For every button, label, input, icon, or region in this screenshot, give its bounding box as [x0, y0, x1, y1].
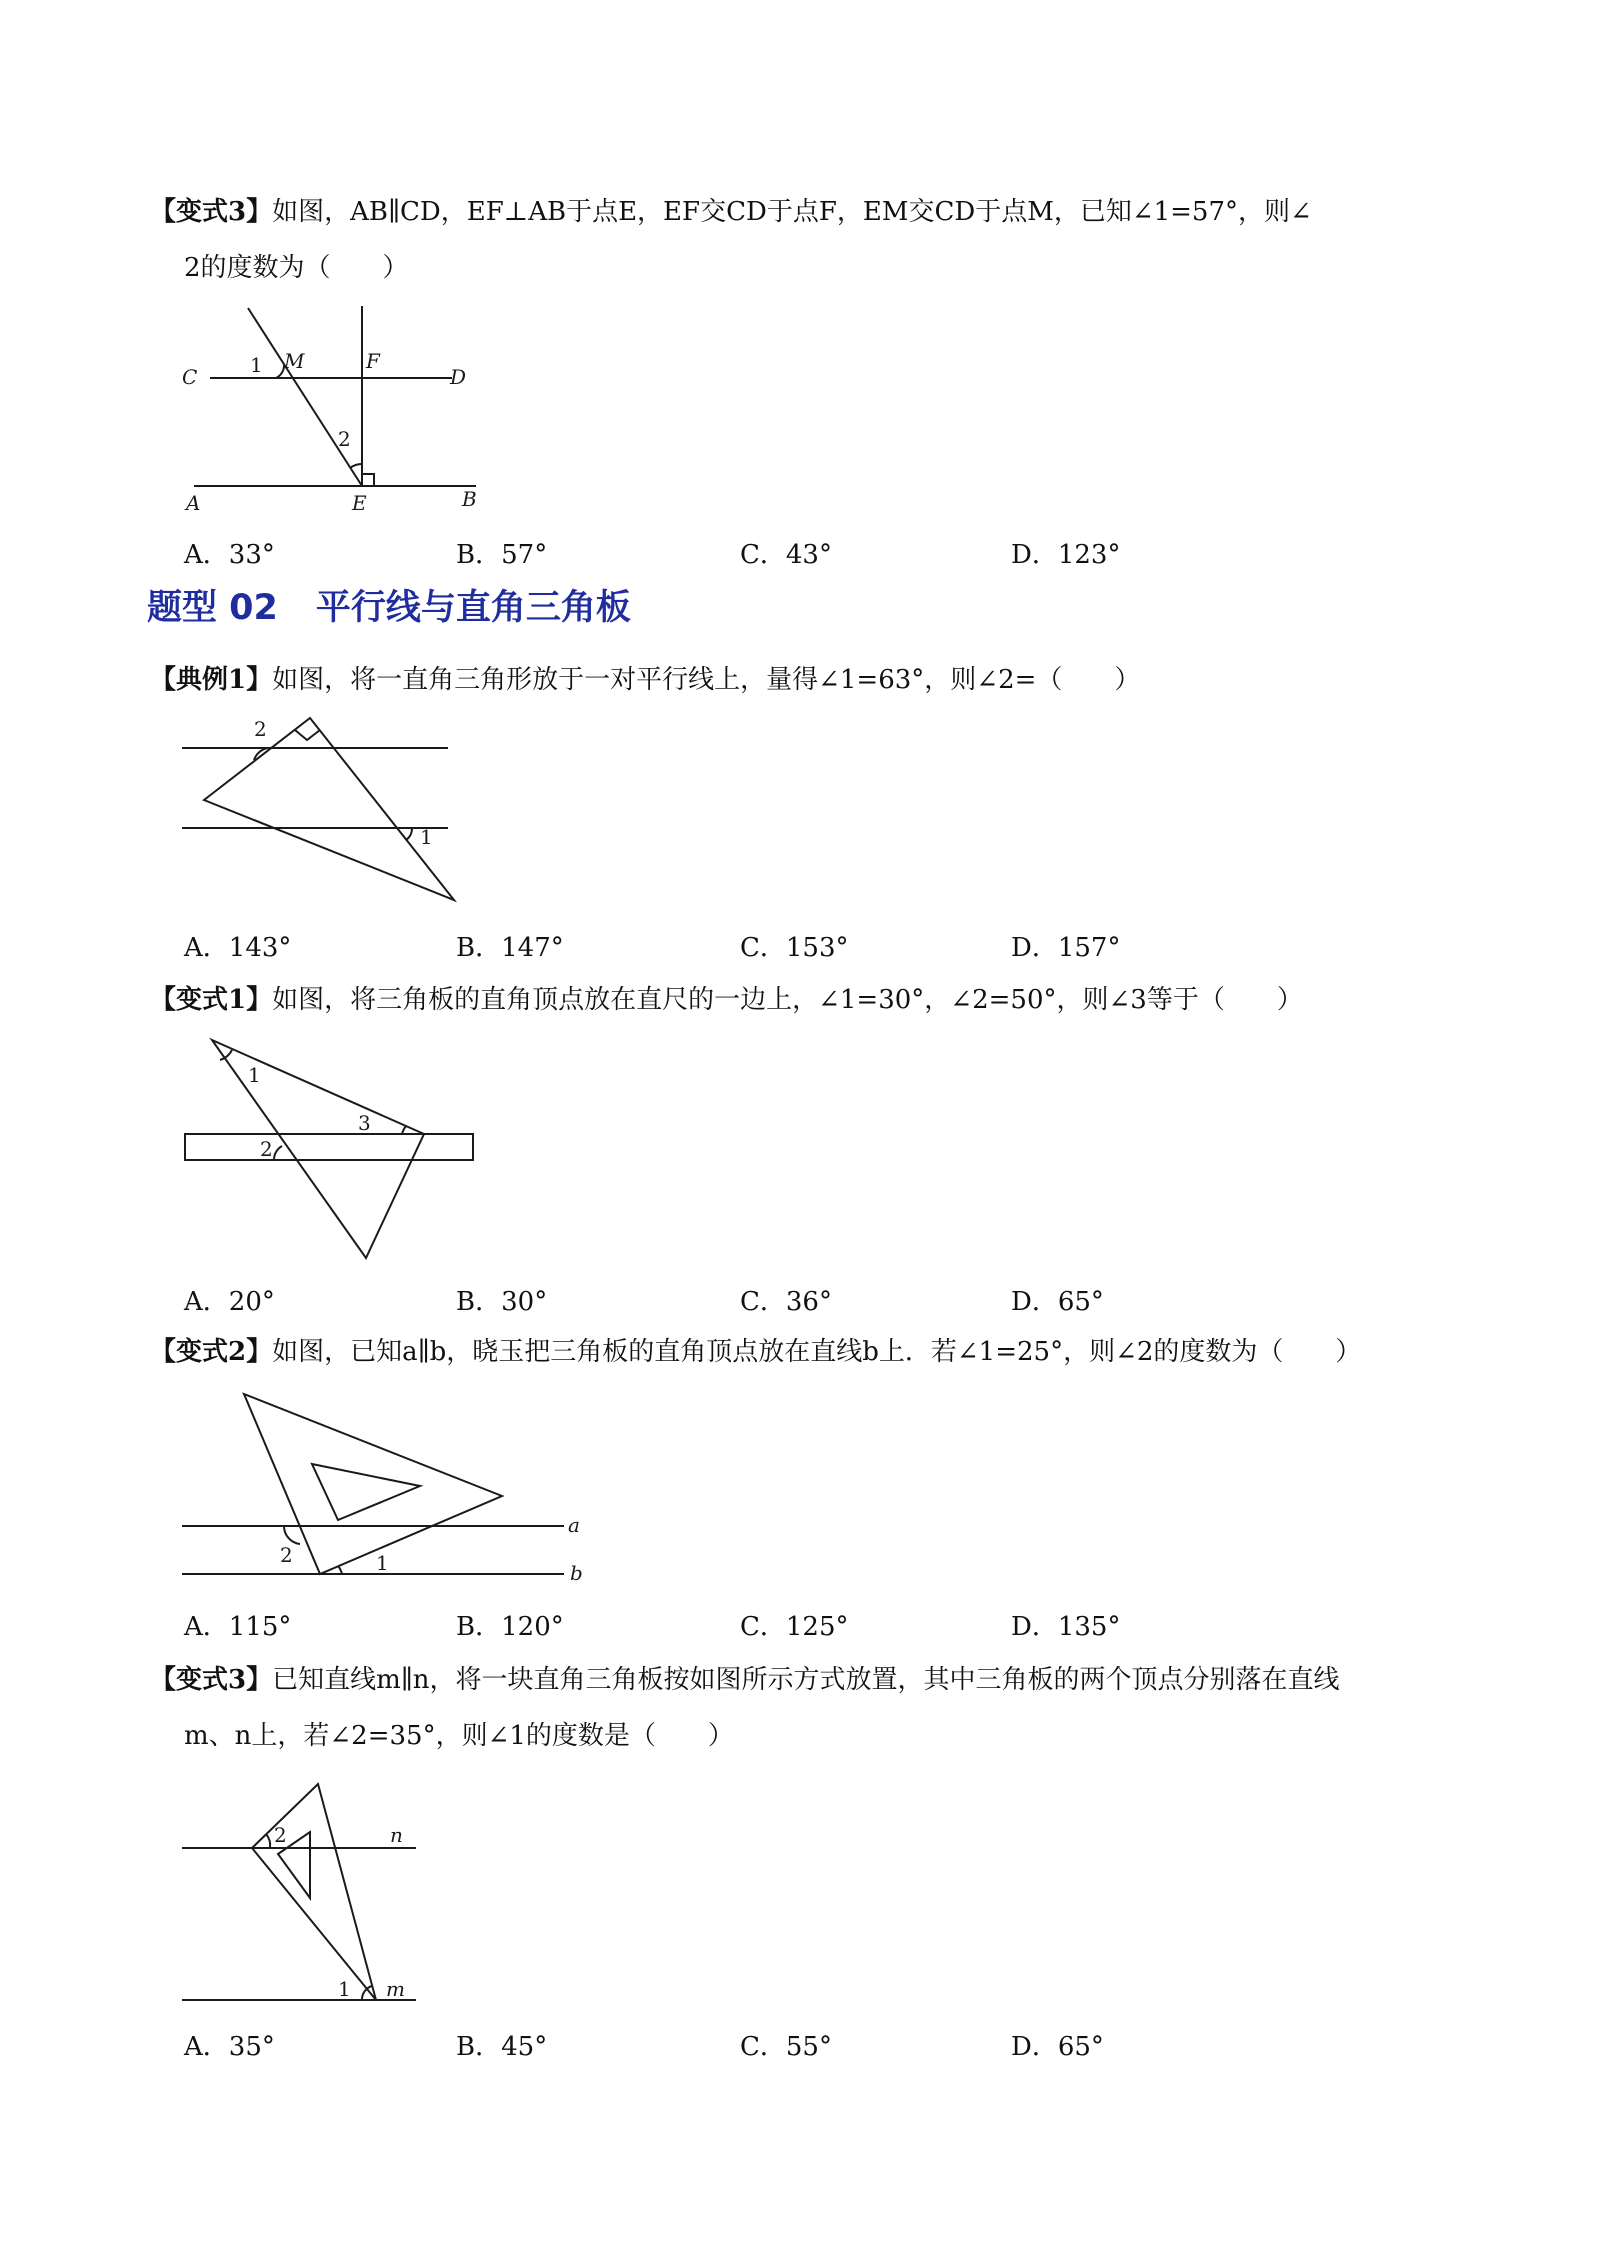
option-d[interactable]: D．65° [1011, 1287, 1104, 1317]
question-1-line1: 如图，AB∥CD，EF⊥AB于点E，EF交CD于点F，EM交CD于点M，已知∠1=57°，则∠ [272, 197, 1312, 227]
question-5 [150, 1652, 1480, 1764]
option-c[interactable]: C．36° [740, 1287, 832, 1317]
label-angle-1: 1 [338, 1977, 351, 2001]
label-a: a [568, 1513, 580, 1537]
figure-3 [180, 1030, 480, 1260]
question-4-text: 如图，已知a∥b，晓玉把三角板的直角顶点放在直线b上．若∠1=25°，则∠2的度数为（ ） [272, 1337, 1362, 1367]
label-b: B [462, 487, 477, 511]
line-em [248, 308, 362, 486]
option-a[interactable]: A．33° [184, 540, 275, 570]
label-m: m [386, 1977, 405, 2001]
triangle-plate [212, 1040, 424, 1258]
angle-1-arc [406, 828, 412, 840]
question-1 [150, 184, 1480, 296]
option-c[interactable]: C．153° [740, 933, 849, 963]
question-3-text: 如图，将三角板的直角顶点放在直尺的一边上，∠1=30°，∠2=50°，则∠3等于（ ） [272, 985, 1303, 1015]
triangle-plate-inner [312, 1464, 420, 1520]
label-angle-2: 2 [338, 427, 351, 451]
option-b[interactable]: B．120° [456, 1612, 564, 1642]
label-angle-1: 1 [376, 1551, 389, 1575]
option-c[interactable]: C．43° [740, 540, 832, 570]
option-c[interactable]: C．55° [740, 2032, 832, 2062]
question-4-options [184, 1606, 1284, 1646]
angle-2-arc [274, 1146, 282, 1160]
angle-2-arc [254, 748, 268, 760]
angle-1-arc [338, 1566, 342, 1574]
question-5-line2: m、n上，若∠2=35°，则∠1的度数是（ ） [184, 1721, 734, 1751]
question-5-tag: 【变式3】 [150, 1665, 273, 1695]
label-d: D [450, 365, 467, 389]
question-4-tag: 【变式2】 [150, 1337, 273, 1367]
label-a: A [186, 491, 201, 515]
question-5-line1: 已知直线m∥n，将一块直角三角板按如图所示方式放置，其中三角板的两个顶点分别落在直线 [272, 1665, 1340, 1695]
section-title: 平行线与直角三角板 [315, 588, 631, 628]
option-c[interactable]: C．125° [740, 1612, 849, 1642]
label-b: b [570, 1561, 583, 1585]
question-2 [150, 652, 1480, 708]
label-angle-2: 2 [280, 1543, 293, 1567]
question-3-options [184, 1281, 1284, 1321]
label-angle-3: 3 [358, 1111, 371, 1135]
option-b[interactable]: B．57° [456, 540, 548, 570]
question-2-text: 如图，将一直角三角形放于一对平行线上，量得∠1=63°，则∠2=（ ） [272, 665, 1141, 695]
question-1-line2: 2的度数为（ ） [184, 253, 409, 283]
label-angle-2: 2 [274, 1823, 287, 1847]
option-a[interactable]: A．20° [184, 1287, 275, 1317]
question-1-options [184, 534, 1284, 574]
label-c: C [182, 365, 198, 389]
question-2-options [184, 927, 1284, 967]
question-4 [150, 1324, 1480, 1380]
label-angle-2: 2 [260, 1137, 273, 1161]
option-b[interactable]: B．45° [456, 2032, 548, 2062]
figure-2 [180, 710, 460, 910]
figure-5 [180, 1770, 440, 2010]
label-angle-1: 1 [420, 825, 433, 849]
option-b[interactable]: B．30° [456, 1287, 548, 1317]
label-e: E [352, 491, 367, 515]
option-a[interactable]: A．35° [184, 2032, 275, 2062]
label-f: F [366, 349, 380, 373]
option-a[interactable]: A．143° [184, 933, 292, 963]
ruler [185, 1134, 473, 1160]
angle-2-arc [284, 1526, 300, 1544]
option-a[interactable]: A．115° [184, 1612, 292, 1642]
option-d[interactable]: D．65° [1011, 2032, 1104, 2062]
option-d[interactable]: D．123° [1011, 540, 1121, 570]
label-angle-2: 2 [254, 717, 267, 741]
option-b[interactable]: B．147° [456, 933, 564, 963]
label-m: M [284, 349, 305, 373]
option-d[interactable]: D．135° [1011, 1612, 1121, 1642]
question-3-tag: 【变式1】 [150, 985, 273, 1015]
label-angle-1: 1 [250, 353, 263, 377]
angle-2-arc [266, 1834, 270, 1848]
section-number: 题型 02 [147, 588, 278, 628]
triangle-plate-outer [252, 1784, 376, 2000]
question-2-tag: 【典例1】 [150, 665, 273, 695]
question-5-options [184, 2026, 1284, 2066]
section-heading [147, 580, 631, 630]
figure-4 [180, 1380, 600, 1590]
figure-1 [180, 300, 500, 520]
option-d[interactable]: D．157° [1011, 933, 1121, 963]
label-angle-1: 1 [248, 1063, 261, 1087]
question-3 [150, 972, 1480, 1028]
angle-2-arc [350, 464, 362, 468]
angle-3-arc [402, 1126, 406, 1134]
question-1-tag: 【变式3】 [150, 197, 273, 227]
angle-1-arc [276, 364, 284, 378]
right-angle-mark [362, 474, 374, 486]
label-n: n [390, 1823, 403, 1847]
right-triangle [204, 718, 454, 900]
right-angle-mark [295, 730, 320, 740]
